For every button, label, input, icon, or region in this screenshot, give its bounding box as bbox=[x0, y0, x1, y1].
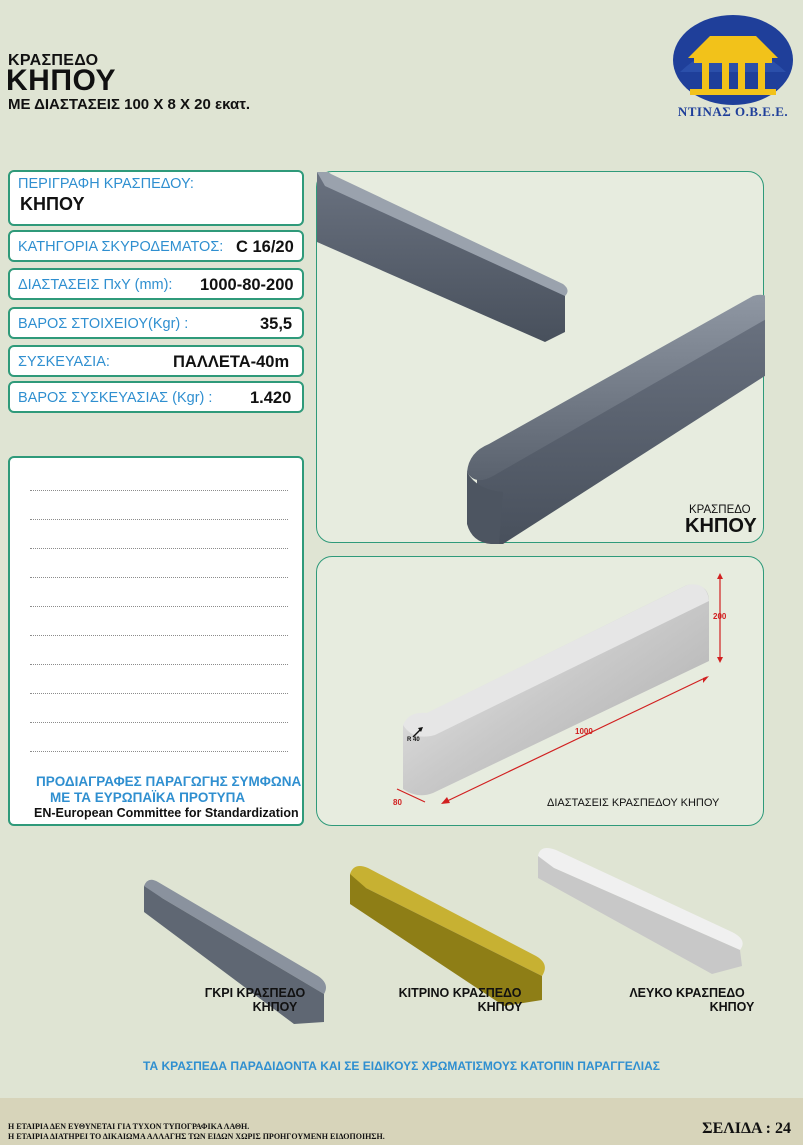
dotted-line bbox=[30, 519, 288, 520]
photo-caption-big: ΚΗΠΟΥ bbox=[685, 515, 757, 537]
dotted-line bbox=[30, 606, 288, 607]
white-curb-image bbox=[532, 846, 752, 976]
dimension-height: 200 bbox=[713, 612, 727, 621]
notes-box bbox=[8, 456, 304, 826]
dimension-drawing-panel bbox=[316, 556, 764, 826]
description-label: ΠΕΡΙΓΡΑΦΗ ΚΡΑΣΠΕΔΟΥ: bbox=[18, 176, 194, 192]
description-value: ΚΗΠΟΥ bbox=[20, 194, 85, 214]
dotted-line bbox=[30, 577, 288, 578]
dotted-line bbox=[30, 490, 288, 491]
white-curb-caption bbox=[612, 986, 762, 1014]
spec-label: ΒΑΡΟΣ ΣΤΟΙΧΕΙΟΥ(Kgr) : bbox=[18, 316, 189, 332]
standards-line-3: EN-European Committee for Standardization bbox=[34, 806, 299, 820]
disclaimer-line-2: Η ΕΤΑΙΡΙΑ ΔΙΑΤΗΡΕΙ ΤΟ ΔΙΚΑΙΩΜΑ ΑΛΛΑΓΗΣ ΤΩΝ ΕΙΔΩΝ ΧΩΡΙΣ ΠΡΟΗΓΟΥΜΕΝΗ ΕΙΔΟΠΟΙΗΣΗ. bbox=[8, 1132, 385, 1141]
spec-value: C 16/20 bbox=[236, 238, 294, 256]
standards-line-2: ΜΕ ΤΑ ΕΥΡΩΠΑΪΚΑ ΠΡΟΤΥΠΑ bbox=[50, 790, 246, 805]
company-name: ΝΤΙΝΑΣ Ο.Β.Ε.Ε. bbox=[677, 104, 789, 119]
spec-row-concrete bbox=[8, 230, 304, 262]
disclaimer-line-1: Η ΕΤΑΙΡΙΑ ΔΕΝ ΕΥΘΥΝΕΤΑΙ ΓΙΑ ΤΥΧΟΝ ΤΥΠΟΓΡΑΦΙΚΑ ΛΑΘΗ. bbox=[8, 1122, 250, 1131]
yellow-curb-caption bbox=[380, 986, 540, 1014]
yellow-curb-line-2: ΚΗΠΟΥ bbox=[477, 1000, 523, 1014]
dotted-line bbox=[30, 635, 288, 636]
spec-label: ΚΑΤΗΓΟΡΙΑ ΣΚΥΡΟΔΕΜΑΤΟΣ: bbox=[18, 239, 224, 255]
white-curb-line-1: ΛΕΥΚΟ ΚΡΑΣΠΕΔΟ bbox=[629, 986, 745, 1000]
photo-caption-small: ΚΡΑΣΠΕΔΟ bbox=[689, 504, 751, 516]
spec-value: 35,5 bbox=[260, 315, 293, 333]
spec-label: ΣΥΣΚΕΥΑΣΙΑ: bbox=[18, 354, 110, 370]
standards-line-1: ΠΡΟΔΙΑΓΡΑΦΕΣ ΠΑΡΑΓΩΓΗΣ ΣΥΜΦΩΝΑ bbox=[36, 774, 302, 789]
spec-row-package-weight bbox=[8, 381, 304, 413]
gray-curb-caption bbox=[190, 986, 320, 1014]
page-number: ΣΕΛΙΔΑ : 24 bbox=[702, 1120, 791, 1137]
dimension-width: 80 bbox=[393, 798, 402, 807]
yellow-curb-line-1: ΚΙΤΡΙΝΟ ΚΡΑΣΠΕΔΟ bbox=[398, 986, 522, 1000]
curb-photo bbox=[317, 172, 765, 544]
dimension-radius: R 40 bbox=[407, 737, 420, 743]
spec-value: 1000-80-200 bbox=[200, 276, 294, 294]
spec-row-packaging bbox=[8, 345, 304, 377]
dotted-line bbox=[30, 548, 288, 549]
spec-label: ΒΑΡΟΣ ΣΥΣΚΕΥΑΣΙΑΣ (Kgr) : bbox=[18, 390, 213, 406]
page-footer bbox=[0, 1098, 803, 1145]
description-box bbox=[8, 170, 304, 226]
gray-curb-line-2: ΚΗΠΟΥ bbox=[252, 1000, 298, 1014]
dotted-line bbox=[30, 722, 288, 723]
white-curb-line-2: ΚΗΠΟΥ bbox=[709, 1000, 755, 1014]
spec-value: 1.420 bbox=[250, 389, 292, 407]
spec-label: ΔΙΑΣΤΑΣΕΙΣ ΠxΥ (mm): bbox=[18, 277, 173, 293]
spec-row-dimensions bbox=[8, 268, 304, 300]
curb-dimension-drawing bbox=[317, 557, 765, 827]
dotted-line bbox=[30, 693, 288, 694]
dimension-length: 1000 bbox=[575, 727, 593, 736]
spec-value: ΠΑΛΛΕΤΑ-40m bbox=[173, 353, 290, 371]
title-dimensions: ΜΕ ΔΙΑΣΤΑΣΕΙΣ 100 Χ 8 Χ 20 εκατ. bbox=[8, 96, 251, 113]
dotted-line bbox=[30, 664, 288, 665]
title-line-1: ΚΡΑΣΠΕΔΟ bbox=[8, 52, 99, 69]
special-colors-notice: ΤΑ ΚΡΑΣΠΕΔΑ ΠΑΡΑΔΙΔΟΝΤΑ ΚΑΙ ΣΕ ΕΙΔΙΚΟΥΣ ΧΡΩΜΑΤΙΣΜΟΥΣ ΚΑΤΟΠΙΝ ΠΑΡΑΓΓΕΛΙΑΣ bbox=[143, 1059, 660, 1073]
dimension-caption: ΔΙΑΣΤΑΣΕΙΣ ΚΡΑΣΠΕΔΟΥ ΚΗΠΟΥ bbox=[547, 797, 720, 809]
gray-curb-line-1: ΓΚΡΙ ΚΡΑΣΠΕΔΟ bbox=[204, 986, 306, 1000]
product-photo-panel bbox=[316, 171, 764, 543]
spec-row-weight bbox=[8, 307, 304, 339]
dotted-line bbox=[30, 751, 288, 752]
title-line-2: ΚΗΠΟΥ bbox=[6, 64, 117, 97]
